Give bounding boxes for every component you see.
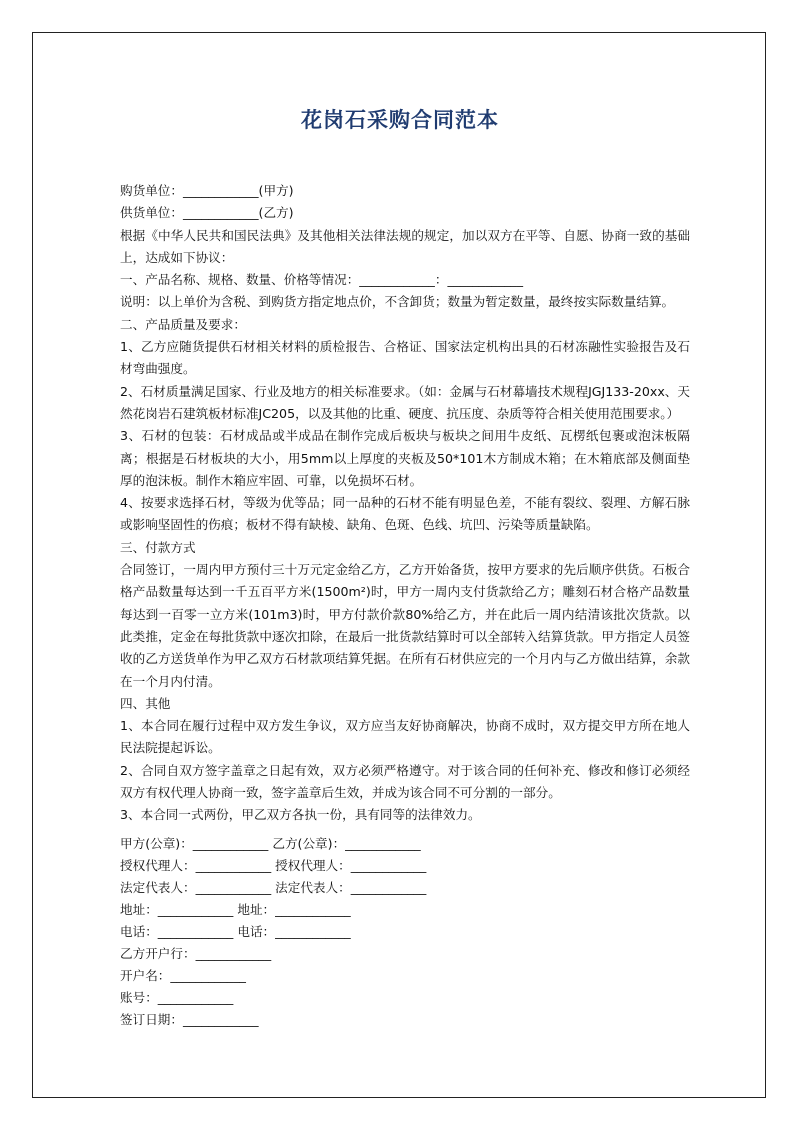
section-4-heading: 四、其他 [120,695,171,711]
quality-clause-1: 1、乙方应随货提供石材相关材料的质检报告、合格证、国家法定机构出具的石材冻融性实验报告及石材弯曲强度。 [120,339,690,377]
phone-line: 电话：____________ 电话：____________ [120,924,351,939]
section-3-heading: 三、付款方式 [120,539,196,555]
quality-clause-2: 2、石材质量满足国家、行业及地方的相关标准要求。（如：金属与石材幕墙技术规程JGJ133-20xx、天然花岗岩石建筑板材标准JC205，以及其他的比重、硬度、抗压度、杂质等符合相关使用范围要求。） [120,383,690,421]
other-clause-2: 2、合同自双方签字盖章之日起有效，双方必须严格遵守。对于该合同的任何补充、修改和修订必须经双方有权代理人协商一致，签字盖章后生效，并成为该合同不可分割的一部分。 [120,762,690,801]
document-title: 花岗石采购合同范本 [301,107,499,132]
section-1-heading: 一、产品名称、规格、数量、价格等情况：____________：____________ [120,272,523,288]
price-note-paragraph: 说明：以上单价为含税、到购货方指定地点价，不含卸货；数量为暂定数量，最终按实际数量结算。 [120,294,675,310]
preamble-paragraph: 根据《中华人民共和国民法典》及其他相关法律法规的规定，加以双方在平等、自愿、协商一致的基础上，达成如下协议： [120,227,690,265]
party-seal-line: 甲方(公章)：____________ 乙方(公章)：____________ [120,836,421,851]
account-number-line: 账号：____________ [120,990,234,1005]
supplier-line: 供货单位：____________(乙方) [120,205,294,221]
payment-paragraph: 合同签订，一周内甲方预付三十万元定金给乙方，乙方开始备货，按甲方要求的先后顺序供货。石板合格产品数量每达到一千五百平方米(1500m²)时，甲方一周内支付货款给乙方；雕刻石材合格产品数量每达到一百零一立方米(101m3)时，甲方付款价款80%给乙方，并在此后一周内结清该批次货款。以此类推，定金在每批货款中逐次扣除，在最后一批货款结算时可以全部转入结算货款。甲方指定人员签收的乙方送货单作为甲乙双方石材款项结算凭据。在所有石材供应完的一个月内与乙方做出结算，余款在一个月内付清。 [120,562,690,689]
address-line: 地址：____________ 地址：____________ [120,902,351,917]
sign-date-line: 签订日期：____________ [120,1012,259,1027]
other-clause-3: 3、本合同一式两份，甲乙双方各执一份，具有同等的法律效力。 [120,807,481,823]
agent-line: 授权代理人：____________ 授权代理人：____________ [120,858,427,873]
quality-clause-4: 4、按要求选择石材，等级为优等品；同一品种的石材不能有明显色差，不能有裂纹、裂理、方解石脉或影响坚固性的伤痕；板材不得有缺棱、缺角、色斑、色线、坑凹、污染等质量缺陷。 [120,495,690,533]
section-2-heading: 二、产品质量及要求： [120,316,246,332]
contract-body [120,180,690,827]
buyer-line: 购货单位：____________(甲方) [120,183,294,198]
account-name-line: 开户名：____________ [120,968,246,983]
quality-clause-3: 3、石材的包装：石材成品或半成品在制作完成后板块与板块之间用牛皮纸、瓦楞纸包裹或泡沫板隔离；根据是石材板块的大小，用5mm以上厚度的夹板及50*101木方制成木箱；在木箱底部及侧面垫厚的泡沫板。制作木箱应牢固、可靠，以免损坏石材。 [120,428,690,488]
other-clause-1: 1、本合同在履行过程中双方发生争议，双方应当友好协商解决，协商不成时，双方提交甲方所在地人民法院提起诉讼。 [120,718,690,756]
legal-rep-line: 法定代表人：____________ 法定代表人：____________ [120,880,427,895]
bank-line: 乙方开户行：____________ [120,946,272,961]
